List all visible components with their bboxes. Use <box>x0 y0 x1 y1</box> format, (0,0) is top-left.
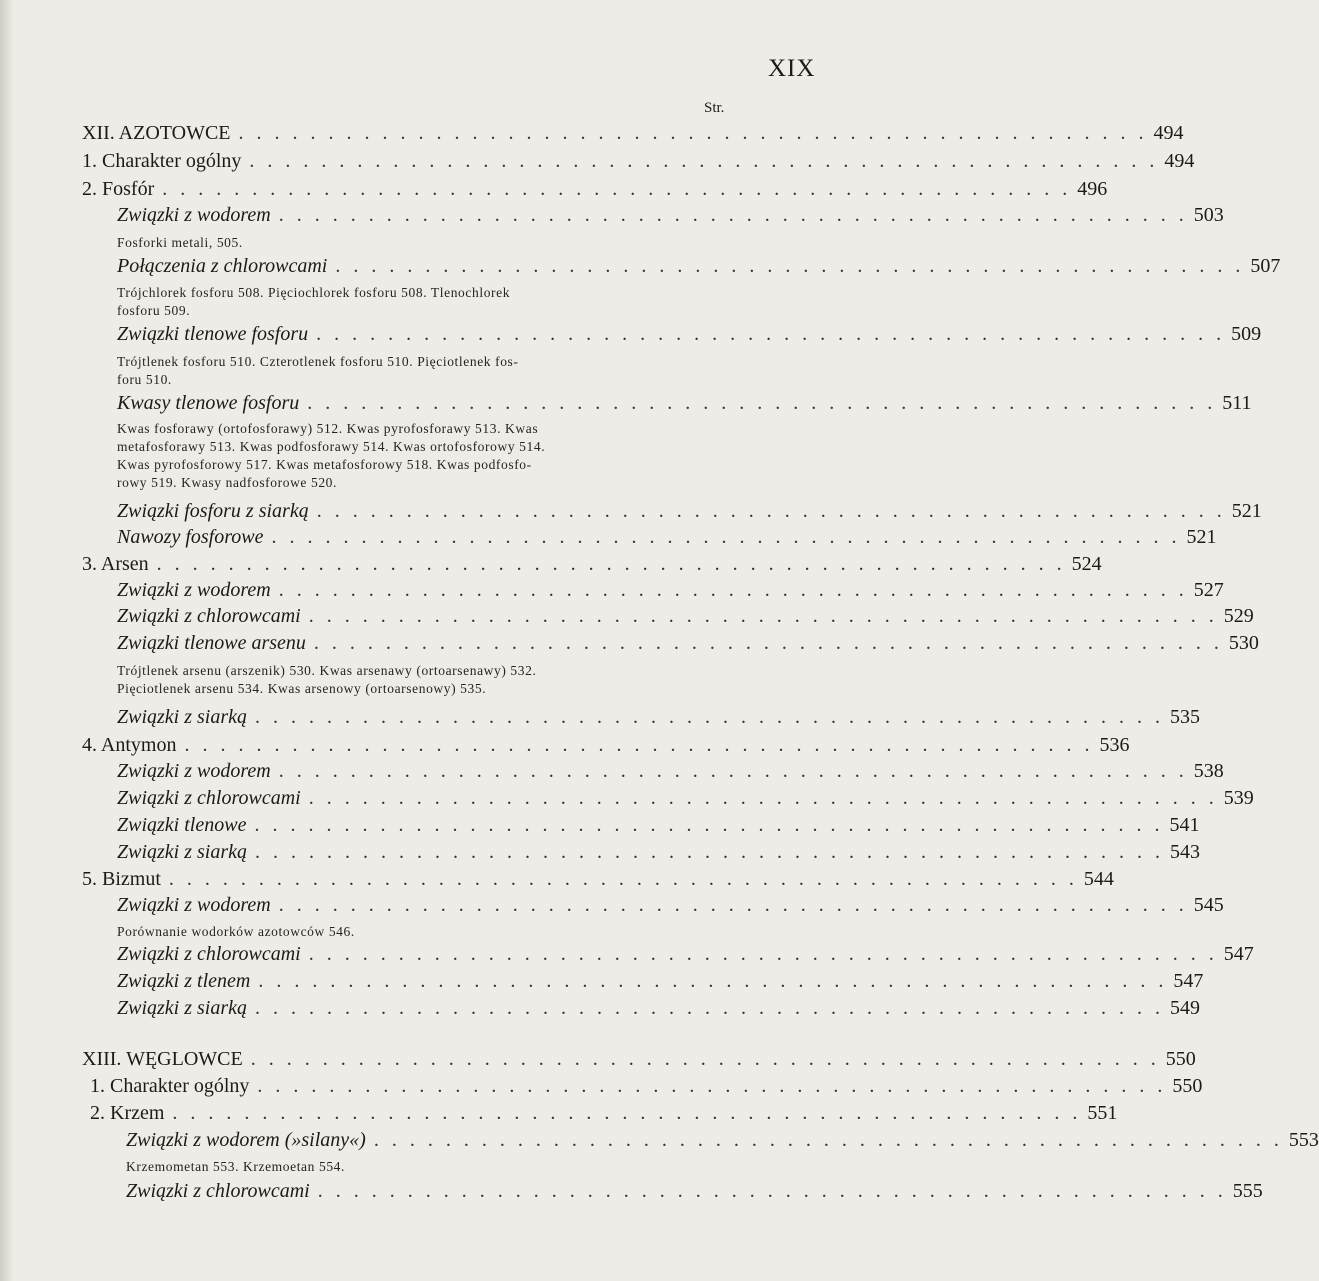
dot-leader: . . . . . . . . . . . . . . . . . . . . . . . . . . . . . . . . . . . . . . . . . . . . . . . . . . . <box>373 1129 1283 1151</box>
toc-label: 2. Fosfór <box>82 178 155 200</box>
toc-page-number: 553 <box>1288 1129 1319 1151</box>
toc-page-number: 545 <box>1193 894 1224 916</box>
toc-entry-subsection[interactable] <box>117 500 1262 523</box>
toc-page-number: 551 <box>1087 1102 1118 1124</box>
toc-label: Związki z chlorowcami <box>117 787 301 809</box>
dot-leader: . . . . . . . . . . . . . . . . . . . . . . . . . . . . . . . . . . . . . . . . . . . . . . . . . . . <box>258 970 1168 992</box>
dot-leader: . . . . . . . . . . . . . . . . . . . . . . . . . . . . . . . . . . . . . . . . . . . . . . . . . . . <box>278 579 1188 601</box>
toc-page-number: 509 <box>1231 323 1262 345</box>
toc-page-number: 536 <box>1099 734 1130 756</box>
toc-entry-subsection[interactable] <box>117 814 1200 837</box>
dot-leader: . . . . . . . . . . . . . . . . . . . . . . . . . . . . . . . . . . . . . . . . . . . . . . . . . . . <box>271 526 1181 548</box>
toc-page-number: 503 <box>1193 204 1224 226</box>
dot-leader: . . . . . . . . . . . . . . . . . . . . . . . . . . . . . . . . . . . . . . . . . . . . . . . . . . . <box>316 500 1226 522</box>
dot-leader: . . . . . . . . . . . . . . . . . . . . . . . . . . . . . . . . . . . . . . . . . . . . . . . . . . . <box>249 150 1159 172</box>
toc-label: Związki z siarką <box>117 997 248 1019</box>
dot-leader: . . . . . . . . . . . . . . . . . . . . . . . . . . . . . . . . . . . . . . . . . . . . . . . . . . . <box>308 787 1218 809</box>
toc-entry-subsection[interactable] <box>117 970 1204 993</box>
toc-entry-subsection[interactable] <box>117 605 1254 628</box>
toc-page-number: 555 <box>1232 1180 1263 1202</box>
toc-page-number: 550 <box>1165 1048 1196 1070</box>
toc-label: Związki z wodorem <box>117 204 271 226</box>
toc-entry-section[interactable] <box>82 150 1195 173</box>
toc-label: Kwasy tlenowe fosforu <box>117 392 300 414</box>
page-number: XIX <box>768 55 816 82</box>
toc-page-number: 507 <box>1250 255 1281 277</box>
toc-label: Związki tlenowe <box>117 814 247 836</box>
toc-entry-subsection[interactable] <box>117 632 1259 655</box>
toc-entry-subsection[interactable] <box>126 1180 1263 1203</box>
toc-entry-section[interactable] <box>82 734 1130 757</box>
toc-label: Związki z wodorem <box>117 760 271 782</box>
dot-leader: . . . . . . . . . . . . . . . . . . . . . . . . . . . . . . . . . . . . . . . . . . . . . . . . . . . <box>184 734 1094 756</box>
toc-page-number: 527 <box>1193 579 1224 601</box>
toc-note: Kwas pyrofosforowy 517. Kwas metafosforowy 518. Kwas podfosfo- <box>117 457 532 472</box>
toc-entry-chapter-xiii[interactable] <box>82 1048 1196 1071</box>
toc-label: 5. Bizmut <box>82 868 161 890</box>
toc-page-number: 541 <box>1169 814 1200 836</box>
toc-page-number: 521 <box>1186 526 1217 548</box>
dot-leader: . . . . . . . . . . . . . . . . . . . . . . . . . . . . . . . . . . . . . . . . . . . . . . . . . . . <box>278 894 1188 916</box>
toc-entry-subsection[interactable] <box>117 787 1254 810</box>
dot-leader: . . . . . . . . . . . . . . . . . . . . . . . . . . . . . . . . . . . . . . . . . . . . . . . . . . . <box>168 868 1078 890</box>
dot-leader: . . . . . . . . . . . . . . . . . . . . . . . . . . . . . . . . . . . . . . . . . . . . . . . . . . . <box>307 392 1217 414</box>
toc-note: metafosforawy 513. Kwas podfosforawy 514. Kwas ortofosforowy 514. <box>117 439 546 454</box>
page-column-header: Str. <box>704 100 725 116</box>
toc-page-number: 549 <box>1170 997 1201 1019</box>
dot-leader: . . . . . . . . . . . . . . . . . . . . . . . . . . . . . . . . . . . . . . . . . . . . . . . . . . . <box>238 122 1148 144</box>
toc-page-number: 539 <box>1223 787 1254 809</box>
toc-note: Trójtlenek arsenu (arszenik) 530. Kwas arsenawy (ortoarsenawy) 532. <box>117 663 537 678</box>
dot-leader: . . . . . . . . . . . . . . . . . . . . . . . . . . . . . . . . . . . . . . . . . . . . . . . . . . . <box>316 323 1226 345</box>
dot-leader: . . . . . . . . . . . . . . . . . . . . . . . . . . . . . . . . . . . . . . . . . . . . . . . . . . . <box>162 178 1072 200</box>
toc-label: Nawozy fosforowe <box>117 526 264 548</box>
toc-label: Połączenia z chlorowcami <box>117 255 328 277</box>
dot-leader: . . . . . . . . . . . . . . . . . . . . . . . . . . . . . . . . . . . . . . . . . . . . . . . . . . . <box>156 553 1066 575</box>
toc-entry-subsection[interactable] <box>117 579 1224 602</box>
toc-entry-subsection[interactable] <box>126 1129 1319 1152</box>
toc-label: Związki z chlorowcami <box>126 1180 310 1202</box>
toc-entry-subsection[interactable] <box>117 204 1224 227</box>
dot-leader: . . . . . . . . . . . . . . . . . . . . . . . . . . . . . . . . . . . . . . . . . . . . . . . . . . . <box>254 814 1164 836</box>
toc-note: Krzemometan 553. Krzemoetan 554. <box>126 1159 346 1174</box>
toc-entry-subsection[interactable] <box>117 526 1217 549</box>
toc-entry-subsection[interactable] <box>117 323 1262 346</box>
toc-label: Związki z siarką <box>117 841 248 863</box>
toc-entry-subsection[interactable] <box>117 943 1254 966</box>
toc-label: Związki z siarką <box>117 706 248 728</box>
dot-leader: . . . . . . . . . . . . . . . . . . . . . . . . . . . . . . . . . . . . . . . . . . . . . . . . . . . <box>255 706 1165 728</box>
dot-leader: . . . . . . . . . . . . . . . . . . . . . . . . . . . . . . . . . . . . . . . . . . . . . . . . . . . <box>255 841 1165 863</box>
toc-note: Fosforki metali, 505. <box>117 235 243 250</box>
toc-entry-subsection[interactable] <box>117 706 1201 729</box>
toc-label: Związki z chlorowcami <box>117 943 301 965</box>
toc-label: Związki z wodorem <box>117 579 271 601</box>
toc-label: Związki z tlenem <box>117 970 251 992</box>
toc-note: Pięciotlenek arsenu 534. Kwas arsenowy (ortoarsenowy) 535. <box>117 681 487 696</box>
toc-note: Trójchlorek fosforu 508. Pięciochlorek fosforu 508. Tlenochlorek <box>117 285 511 300</box>
toc-note: Kwas fosforawy (ortofosforawy) 512. Kwas pyrofosforawy 513. Kwas <box>117 421 539 436</box>
toc-page-number: 511 <box>1222 392 1252 414</box>
toc-label: 3. Arsen <box>82 553 149 575</box>
toc-page-number: 494 <box>1164 150 1195 172</box>
toc-page-number: 535 <box>1170 706 1201 728</box>
toc-label: Związki z chlorowcami <box>117 605 301 627</box>
toc-page-number: 543 <box>1170 841 1201 863</box>
toc-label: Związki tlenowe fosforu <box>117 323 309 345</box>
toc-note: fosforu 509. <box>117 303 191 318</box>
toc-note: Porównanie wodorków azotowców 546. <box>117 924 355 939</box>
dot-leader: . . . . . . . . . . . . . . . . . . . . . . . . . . . . . . . . . . . . . . . . . . . . . . . . . . . <box>172 1102 1082 1124</box>
toc-label: 1. Charakter ogólny <box>90 1075 250 1097</box>
toc-note: Trójtlenek fosforu 510. Czterotlenek fosforu 510. Pięciotlenek fos- <box>117 354 519 369</box>
dot-leader: . . . . . . . . . . . . . . . . . . . . . . . . . . . . . . . . . . . . . . . . . . . . . . . . . . . <box>335 255 1245 277</box>
dot-leader: . . . . . . . . . . . . . . . . . . . . . . . . . . . . . . . . . . . . . . . . . . . . . . . . . . . <box>255 997 1165 1019</box>
dot-leader: . . . . . . . . . . . . . . . . . . . . . . . . . . . . . . . . . . . . . . . . . . . . . . . . . . . <box>308 943 1218 965</box>
toc-page-number: 547 <box>1223 943 1254 965</box>
page-edge <box>0 0 14 1281</box>
toc-entry-subsection[interactable] <box>117 392 1252 415</box>
toc-label: Związki z wodorem <box>117 894 271 916</box>
toc-page-number: 530 <box>1228 632 1259 654</box>
toc-label: Związki z wodorem (»silany«) <box>126 1129 366 1151</box>
dot-leader: . . . . . . . . . . . . . . . . . . . . . . . . . . . . . . . . . . . . . . . . . . . . . . . . . . . <box>308 605 1218 627</box>
toc-entry-section[interactable] <box>82 553 1102 576</box>
toc-label: XII. AZOTOWCE <box>82 122 231 144</box>
dot-leader: . . . . . . . . . . . . . . . . . . . . . . . . . . . . . . . . . . . . . . . . . . . . . . . . . . . <box>278 204 1188 226</box>
toc-page-number: 544 <box>1083 868 1114 890</box>
toc-page-number: 496 <box>1077 178 1108 200</box>
toc-page-number: 529 <box>1223 605 1254 627</box>
toc-page-number: 524 <box>1071 553 1102 575</box>
toc-label: Związki tlenowe arsenu <box>117 632 306 654</box>
toc-entry-chapter-xii[interactable] <box>82 122 1184 145</box>
toc-entry-subsection[interactable] <box>117 255 1281 278</box>
toc-label: Związki fosforu z siarką <box>117 500 309 522</box>
toc-entry-subsection[interactable] <box>117 760 1224 783</box>
toc-entry-subsection[interactable] <box>117 841 1201 864</box>
toc-page-number: 547 <box>1173 970 1204 992</box>
toc-label: 1. Charakter ogólny <box>82 150 242 172</box>
dot-leader: . . . . . . . . . . . . . . . . . . . . . . . . . . . . . . . . . . . . . . . . . . . . . . . . . . . <box>278 760 1188 782</box>
toc-entry-subsection[interactable] <box>117 997 1201 1020</box>
toc-page-number: 521 <box>1231 500 1262 522</box>
toc-page-number: 494 <box>1153 122 1184 144</box>
toc-page-number: 550 <box>1172 1075 1203 1097</box>
dot-leader: . . . . . . . . . . . . . . . . . . . . . . . . . . . . . . . . . . . . . . . . . . . . . . . . . . . <box>250 1048 1160 1070</box>
toc-label: XIII. WĘGLOWCE <box>82 1048 243 1070</box>
toc-entry-section[interactable] <box>90 1102 1118 1125</box>
toc-entry-subsection[interactable] <box>117 894 1224 917</box>
dot-leader: . . . . . . . . . . . . . . . . . . . . . . . . . . . . . . . . . . . . . . . . . . . . . . . . . . . <box>317 1180 1227 1202</box>
dot-leader: . . . . . . . . . . . . . . . . . . . . . . . . . . . . . . . . . . . . . . . . . . . . . . . . . . . <box>313 632 1223 654</box>
toc-label: 4. Antymon <box>82 734 177 756</box>
toc-note: rowy 519. Kwasy nadfosforowe 520. <box>117 475 338 490</box>
toc-label: 2. Krzem <box>90 1102 165 1124</box>
dot-leader: . . . . . . . . . . . . . . . . . . . . . . . . . . . . . . . . . . . . . . . . . . . . . . . . . . . <box>257 1075 1167 1097</box>
toc-page-number: 538 <box>1193 760 1224 782</box>
toc-entry-section[interactable] <box>82 868 1114 891</box>
toc-entry-section[interactable] <box>90 1075 1203 1098</box>
toc-note: foru 510. <box>117 372 172 387</box>
toc-entry-section[interactable] <box>82 178 1108 201</box>
